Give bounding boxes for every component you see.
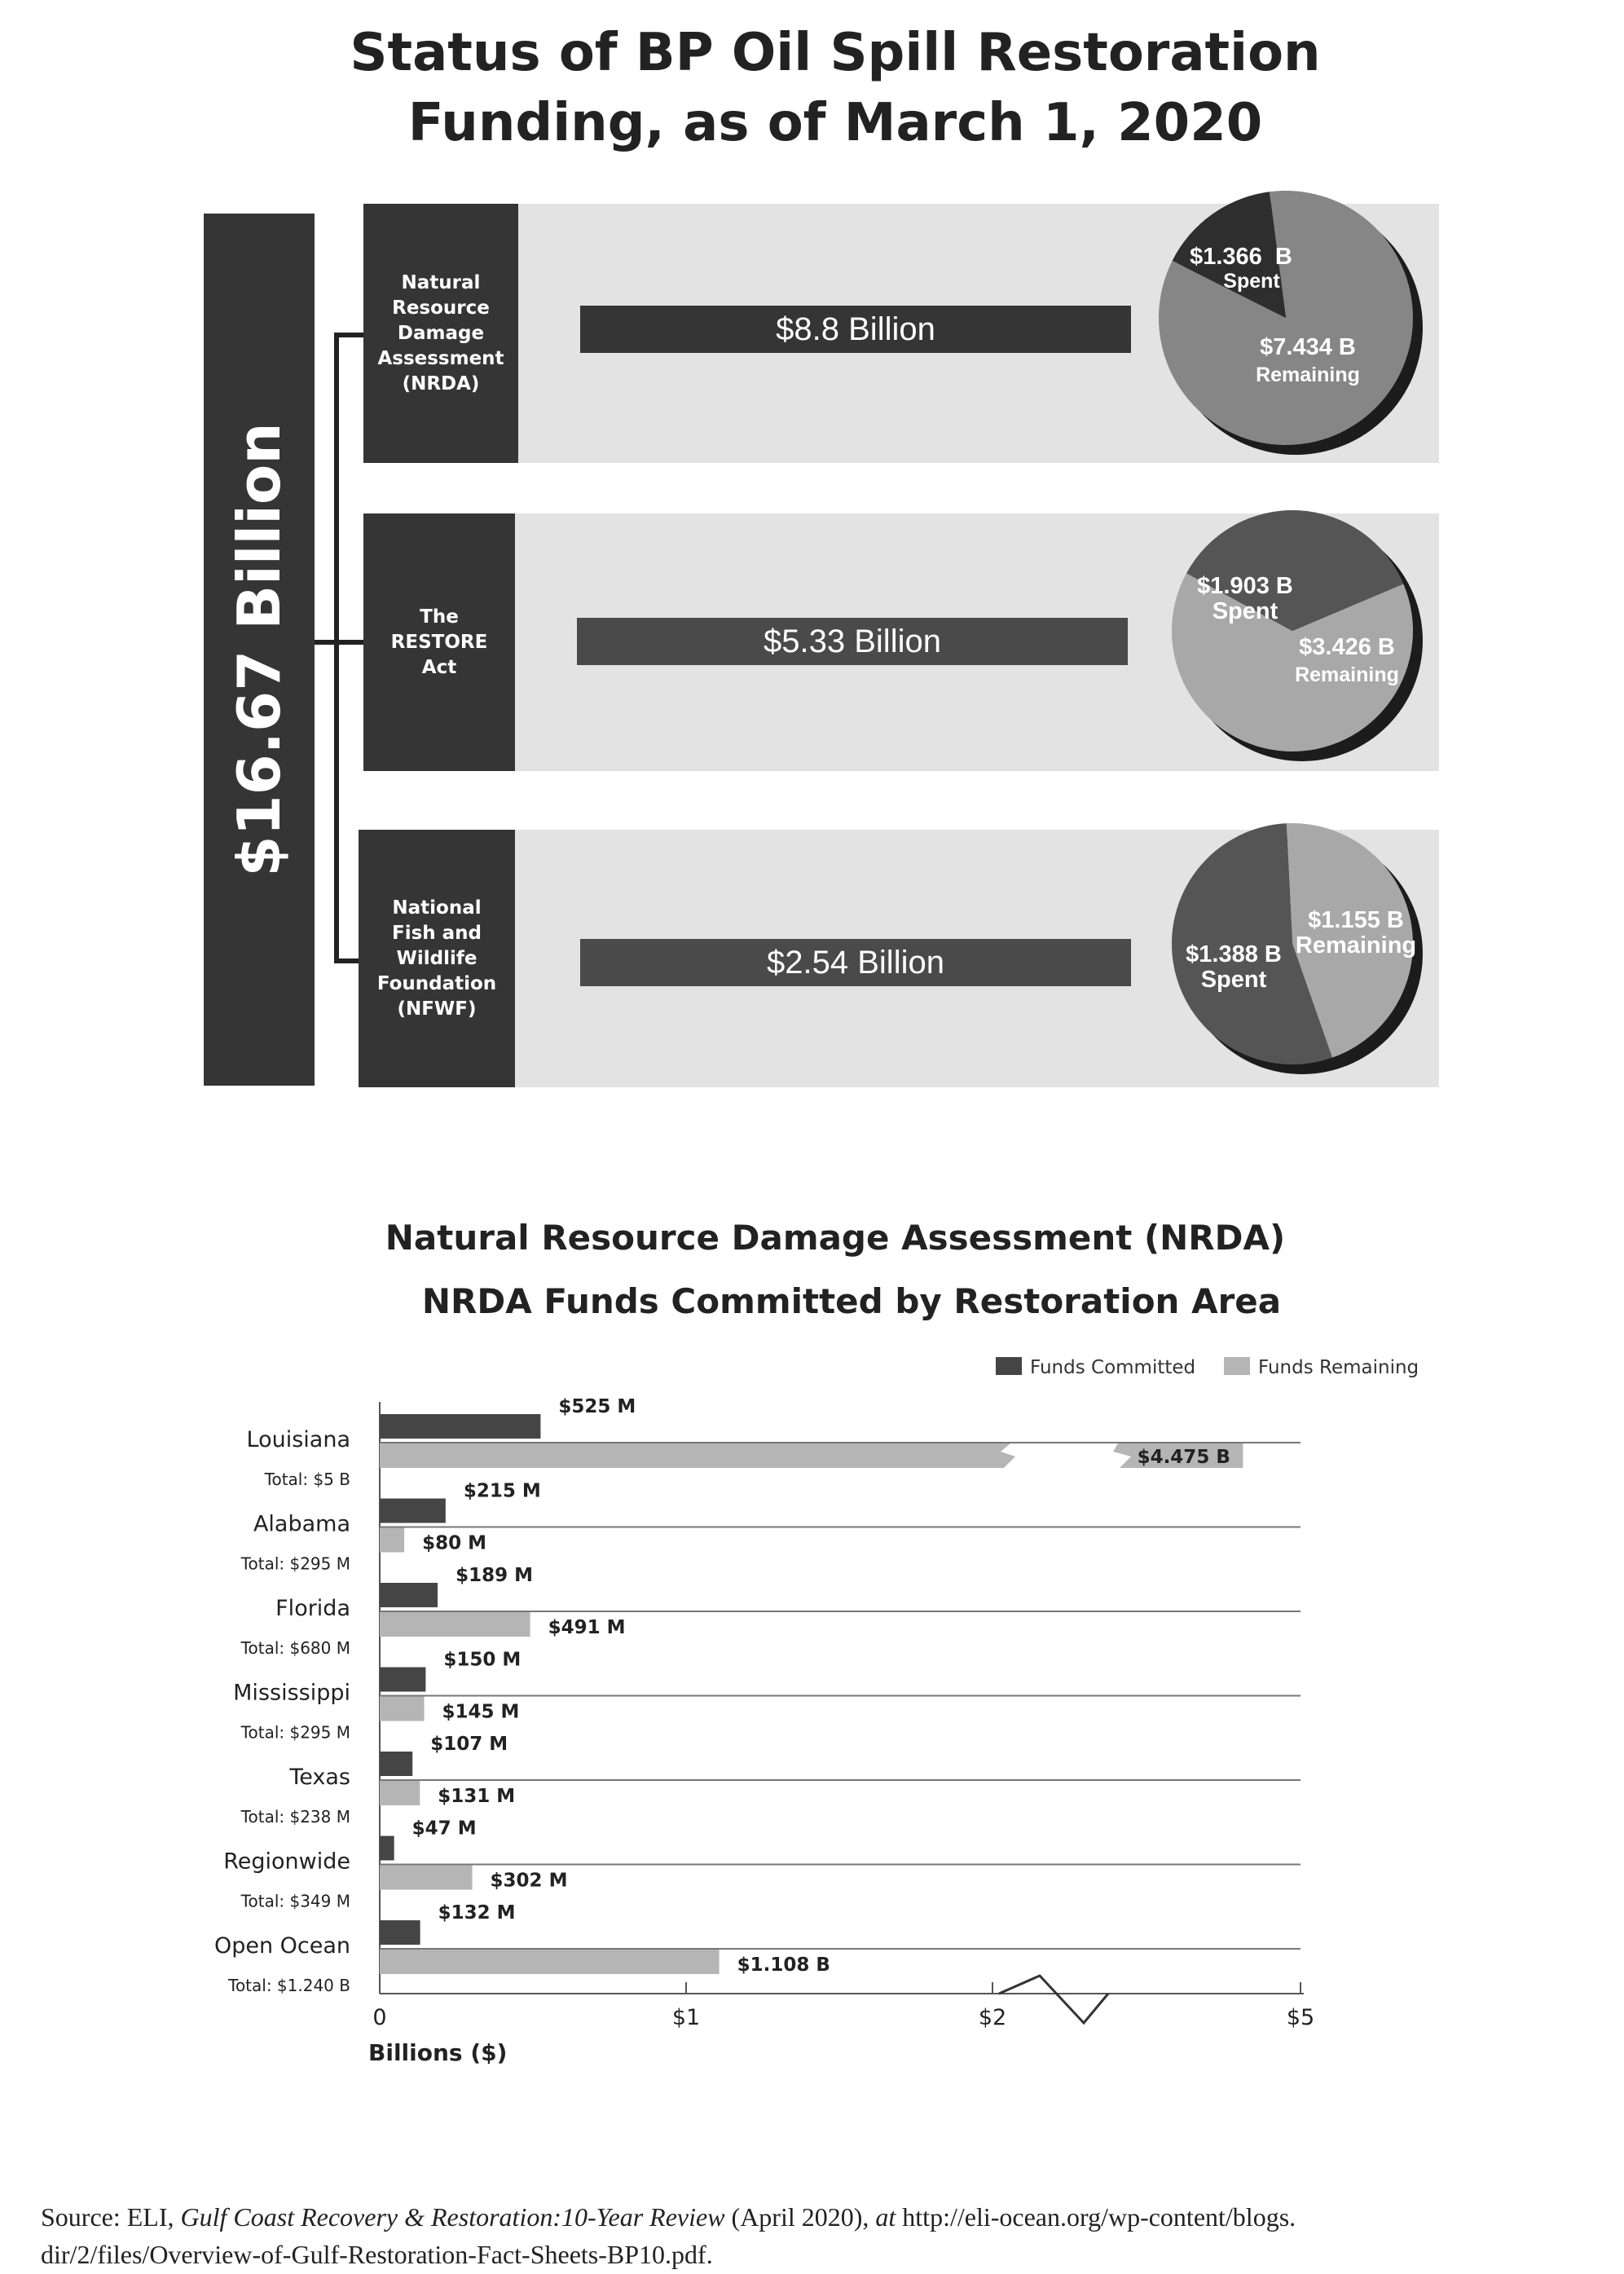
x-tick-label-1: $1: [671, 2005, 701, 2030]
category-total-mississippi: Total: $295 M: [240, 1722, 350, 1743]
bar-remaining-mississippi: [380, 1697, 425, 1721]
chart-title: [0, 1206, 1624, 1333]
total-funding-label: $16.67 Billion: [225, 422, 293, 877]
category-total-texas: Total: $238 M: [240, 1807, 350, 1827]
connector-restore: [334, 640, 363, 645]
label-committed-alabama: $215 M: [463, 1480, 541, 1502]
bar-committed-mississippi: [380, 1668, 425, 1692]
nfwf-label: National Fish and Wildlife Foundation (NFWF): [376, 897, 497, 1020]
category-total-louisiana: Total: $5 B: [264, 1470, 350, 1489]
restore-label-box: [363, 513, 515, 771]
label-remaining-louisiana: $4.475 B: [1137, 1447, 1230, 1468]
connector-nrda: [334, 333, 363, 337]
source-prefix: Source: ELI,: [41, 2202, 181, 2232]
axis-break-mark: [999, 1976, 1108, 2023]
main-title: [0, 18, 1624, 158]
label-remaining-alabama: $80 M: [422, 1532, 486, 1554]
main-title-line-1: Status of BP Oil Spill Restoration: [350, 23, 1321, 83]
label-remaining-florida: $491 M: [548, 1617, 626, 1638]
source-publication: Gulf Coast Recovery & Restoration:10-Year Review: [180, 2202, 725, 2232]
restore-label: The RESTORE Act: [390, 606, 488, 678]
label-committed-regionwide: $47 M: [412, 1818, 477, 1840]
category-total-florida: Total: $680 M: [240, 1638, 350, 1658]
category-total-regionwide: Total: $349 M: [240, 1891, 350, 1911]
label-committed-open-ocean: $132 M: [438, 1902, 516, 1924]
category-label-florida: Florida: [275, 1596, 350, 1621]
connector-spine: [334, 333, 339, 963]
restore-spent-amount: $1.903 B: [1197, 573, 1293, 599]
source-note: [41, 2198, 1589, 2273]
x-tick-label-2: $2: [978, 2005, 1007, 2030]
bar-committed-florida: [380, 1583, 438, 1607]
x-tick-label-0: 0: [372, 2005, 387, 2030]
nrda-pie: [1155, 187, 1424, 465]
label-committed-texas: $107 M: [430, 1734, 508, 1755]
category-total-open-ocean: Total: $1.240 B: [228, 1976, 350, 1995]
nrda-spent-amount: $1.366 B: [1190, 244, 1292, 270]
nfwf-amount-label: $2.54 Billion: [767, 944, 944, 981]
nfwf-remaining-amount: $1.155 B: [1308, 907, 1404, 933]
bar-remaining-texas: [380, 1781, 420, 1805]
legend-remaining-swatch: [1224, 1357, 1250, 1375]
chart-title-line-1: Natural Resource Damage Assessment (NRDA): [385, 1218, 1286, 1258]
category-label-open-ocean: Open Ocean: [213, 1933, 350, 1959]
restore-remaining-amount: $3.426 B: [1299, 634, 1395, 660]
bar-remaining-alabama: [380, 1528, 404, 1553]
main-title-line-2: Funding, as of March 1, 2020: [407, 93, 1263, 153]
source-url-line1: http://eli-ocean.org/wp-content/blogs.: [896, 2202, 1296, 2232]
legend-committed-swatch: [996, 1357, 1022, 1375]
label-committed-florida: $189 M: [456, 1565, 533, 1586]
nrda-remaining-amount: $7.434 B: [1260, 334, 1356, 360]
source-url-line2: dir/2/files/Overview-of-Gulf-Restoration-Fact-Sheets-BP10.pdf.: [41, 2240, 713, 2269]
label-committed-mississippi: $150 M: [443, 1649, 522, 1671]
x-axis-title: Billions ($): [368, 2039, 508, 2066]
label-remaining-open-ocean: $1.108 B: [737, 1954, 830, 1976]
nrda-remaining-word: Remaining: [1256, 364, 1360, 386]
nrda-amount-bar: [580, 306, 1131, 353]
restore-spent-word: Spent: [1212, 598, 1279, 624]
nrda-label: Natural Resource Damage Assessment (NRDA): [377, 271, 504, 394]
legend-committed-label: Funds Committed: [1030, 1357, 1196, 1378]
x-tick-label-3: $5: [1286, 2005, 1315, 2030]
bar-remaining-florida: [380, 1612, 530, 1637]
bar-committed-alabama: [380, 1499, 446, 1523]
category-label-regionwide: Regionwide: [223, 1849, 350, 1875]
chart-title-line-2: NRDA Funds Committed by Restoration Area: [421, 1281, 1282, 1321]
nfwf-remaining-word: Remaining: [1295, 932, 1417, 959]
bar-remaining-regionwide: [380, 1866, 473, 1890]
source-at: at: [875, 2202, 896, 2232]
legend-remaining-label: Funds Remaining: [1258, 1357, 1419, 1378]
nfwf-pie: [1164, 813, 1433, 1091]
bar-committed-texas: [380, 1752, 412, 1776]
source-middle: (April 2020),: [724, 2202, 876, 2232]
category-label-alabama: Alabama: [253, 1511, 350, 1537]
nrda-amount-label: $8.8 Billion: [776, 311, 935, 347]
nrda-spent-word: Spent: [1223, 270, 1280, 293]
bar-committed-louisiana: [380, 1414, 540, 1439]
category-total-alabama: Total: $295 M: [240, 1553, 350, 1574]
bar-committed-open-ocean: [380, 1920, 420, 1945]
bar-remaining-louisiana: [380, 1443, 1015, 1468]
nrda-label-box: [363, 204, 518, 463]
restore-amount-bar: [577, 618, 1128, 665]
nfwf-spent-amount: $1.388 B: [1186, 941, 1282, 967]
restore-remaining-word: Remaining: [1295, 663, 1399, 686]
bar-remaining-open-ocean: [380, 1950, 720, 1974]
nrda-area-chart: [0, 1320, 1624, 2070]
bar-committed-regionwide: [380, 1836, 394, 1861]
label-committed-louisiana: $525 M: [558, 1396, 636, 1417]
restore-amount-label: $5.33 Billion: [764, 623, 941, 659]
category-label-texas: Texas: [289, 1765, 350, 1790]
nfwf-amount-bar: [580, 939, 1131, 986]
category-label-louisiana: Louisiana: [246, 1427, 350, 1452]
nfwf-spent-word: Spent: [1200, 967, 1267, 993]
label-remaining-mississippi: $145 M: [442, 1701, 520, 1723]
label-remaining-texas: $131 M: [438, 1786, 516, 1807]
label-remaining-regionwide: $302 M: [490, 1870, 568, 1892]
restore-pie: [1164, 502, 1433, 779]
category-label-mississippi: Mississippi: [233, 1680, 350, 1706]
nfwf-label-box: [359, 830, 515, 1087]
